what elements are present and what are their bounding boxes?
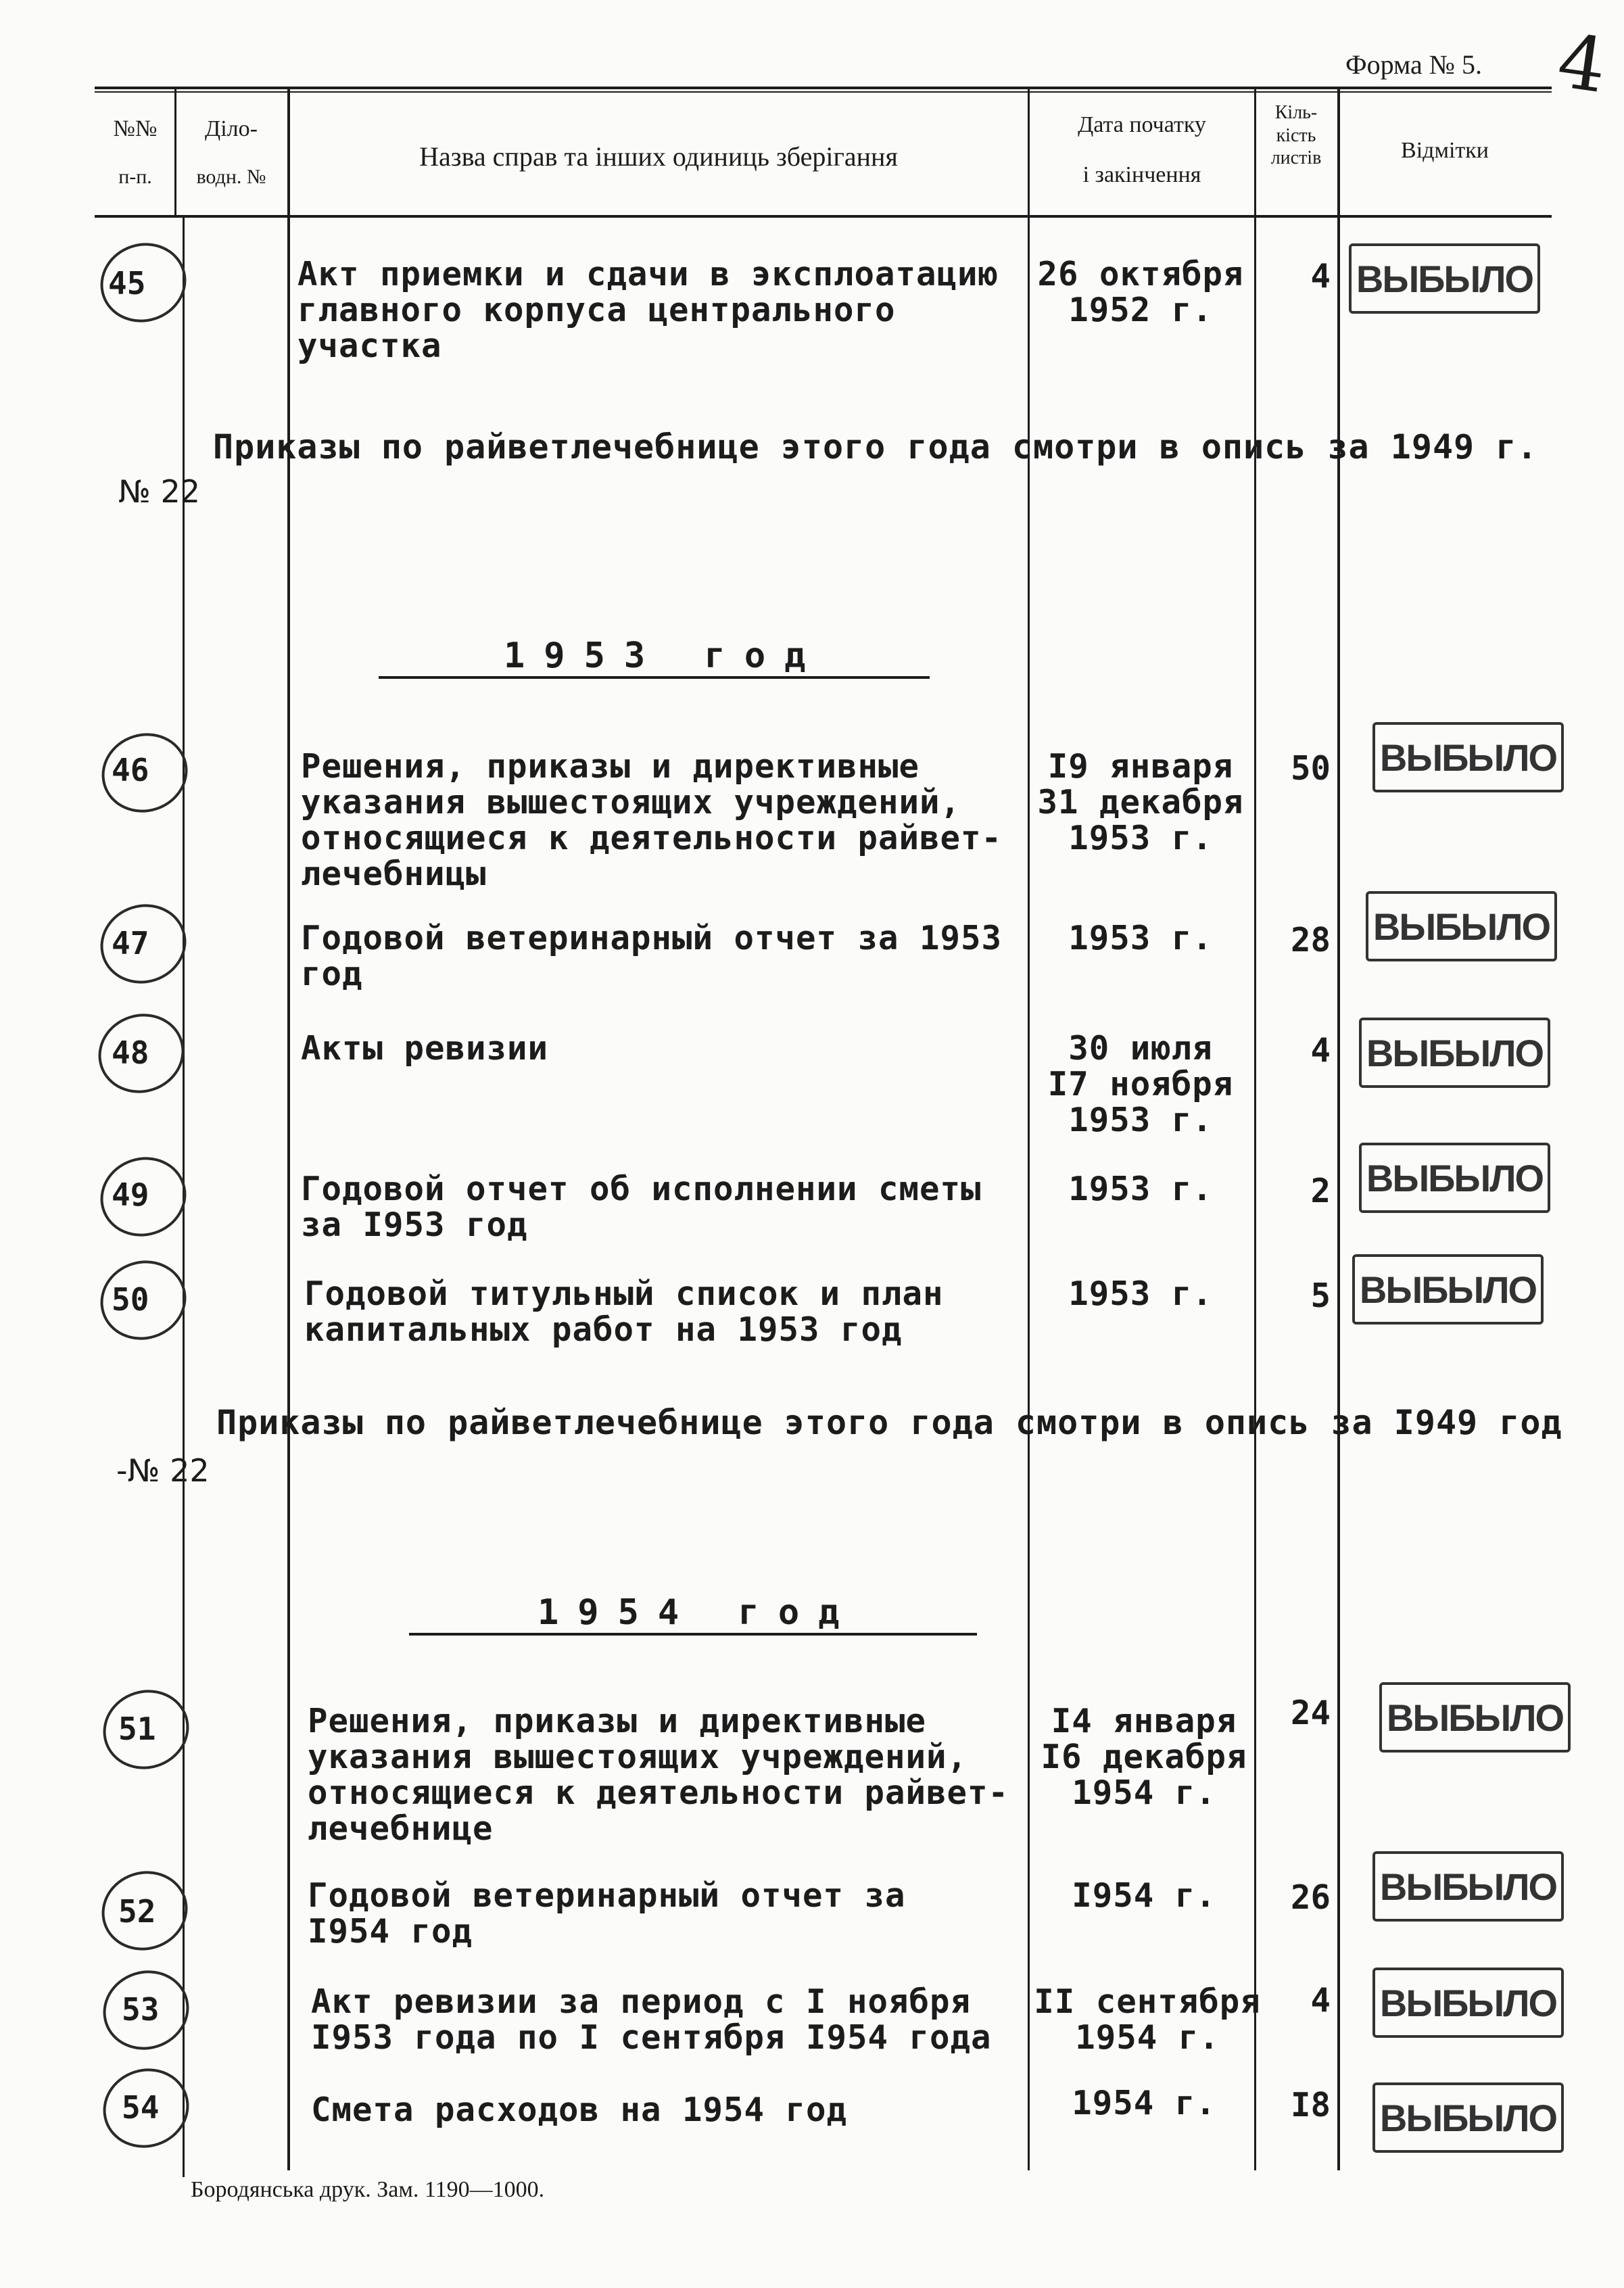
entry-title: Решения, приказы и директивные указания вышестоящих учреждений, относящиеся к деятельности райвет- лечебницы <box>301 747 1003 893</box>
entry-sheets: 28 <box>1290 921 1331 959</box>
year-underline <box>379 676 930 679</box>
header-title: Назва справ та інших одиниць зберігання <box>419 141 898 172</box>
header-office: Діло- водн. № <box>196 116 266 188</box>
year-heading-1953: 1953 год <box>504 636 825 676</box>
header-bottom-rule <box>95 215 1552 218</box>
note-orders-1952: Приказы по райветлечебнице этого года смотри в опись за 1949 г. <box>213 427 1538 467</box>
entry-dates: I4 января I6 декабря 1954 г. <box>1041 1702 1247 1812</box>
vybylo-stamp: ВЫБЫЛО <box>1372 722 1564 792</box>
margin-ref: № 22 <box>118 473 200 510</box>
entry-sheets: 26 <box>1290 1878 1331 1917</box>
header-top-rule <box>95 87 1552 89</box>
row-number: 53 <box>122 1991 160 2028</box>
year-heading-1954: 1954 год <box>538 1592 859 1633</box>
page-number: 4 <box>1552 17 1612 110</box>
entry-dates: 30 июля I7 ноября 1953 г. <box>1047 1029 1234 1139</box>
entry-title: Смета расходов на 1954 год <box>311 2091 848 2129</box>
vybylo-stamp: ВЫБЫЛО <box>1372 1968 1564 2038</box>
vybylo-stamp: ВЫБЫЛО <box>1359 1143 1550 1213</box>
entry-sheets: 24 <box>1290 1694 1331 1732</box>
entry-title: Решения, приказы и директивные указания вышестоящих учреждений, относящиеся к деятельности райвет- лечебнице <box>308 1702 1009 1848</box>
entry-sheets: 4 <box>1310 1031 1331 1070</box>
col-divider-1 <box>174 88 176 216</box>
entry-dates: 1954 г. <box>1072 2084 1216 2122</box>
row-number: 45 <box>108 265 146 302</box>
header-top-rule-2 <box>95 91 1552 93</box>
entry-sheets: I8 <box>1290 2086 1331 2124</box>
entry-title: Акт ревизии за период с I ноября I953 года по I сентября I954 года <box>311 1982 992 2057</box>
entry-title: Годовой ветеринарный отчет за I954 год <box>308 1876 906 1951</box>
vybylo-stamp: ВЫБЫЛО <box>1372 1851 1564 1922</box>
header-num: №№ п-п. <box>113 116 158 188</box>
entry-sheets: 4 <box>1310 257 1331 295</box>
vybylo-stamp: ВЫБЫЛО <box>1352 1254 1544 1325</box>
entry-title: Годовой ветеринарный отчет за 1953 год <box>301 919 1003 993</box>
row-number: 54 <box>122 2089 160 2126</box>
row-number: 51 <box>118 1711 156 1747</box>
entry-dates: 1953 г. <box>1068 919 1213 957</box>
row-number: 48 <box>112 1034 149 1071</box>
row-number: 47 <box>112 925 149 961</box>
vybylo-stamp: ВЫБЫЛО <box>1379 1682 1571 1753</box>
entry-dates: 26 октября 1952 г. <box>1037 255 1244 329</box>
col-divider-2 <box>287 88 290 2170</box>
vybylo-stamp: ВЫБЫЛО <box>1372 2082 1564 2153</box>
note-orders-1953: Приказы по райветлечебнице этого года смотри в опись за I949 год <box>216 1403 1562 1442</box>
entry-title: Годовой отчет об исполнении сметы за I953 год <box>301 1170 982 1244</box>
entry-sheets: 50 <box>1290 749 1331 788</box>
entry-dates: 1953 г. <box>1068 1274 1213 1313</box>
entry-sheets: 4 <box>1310 1981 1331 2020</box>
vybylo-stamp: ВЫБЫЛО <box>1359 1018 1550 1088</box>
entry-title: Годовой титульный список и план капитальных работ на 1953 год <box>304 1274 944 1349</box>
col-divider-5 <box>1337 88 1340 2170</box>
entry-sheets: 2 <box>1310 1172 1331 1210</box>
row-number: 46 <box>112 752 149 788</box>
header-marks: Відмітки <box>1401 138 1489 163</box>
entry-sheets: 5 <box>1310 1277 1331 1315</box>
printer-footer: Бородянська друк. Зам. 1190—1000. <box>191 2177 545 2202</box>
header-sheets: Кіль- кість листів <box>1270 102 1322 169</box>
entry-dates: 1953 г. <box>1068 1170 1213 1208</box>
entry-title: Акт приемки и сдачи в эксплоатацию главного корпуса центрального участка <box>297 255 999 365</box>
entry-dates: I954 г. <box>1072 1876 1216 1915</box>
entry-title: Акты ревизии <box>301 1029 549 1068</box>
form-label: Форма № 5. <box>1345 49 1482 80</box>
entry-dates: I9 января 31 декабря 1953 г. <box>1037 747 1244 857</box>
row-number: 50 <box>112 1281 149 1318</box>
row-number: 49 <box>112 1176 149 1213</box>
header-dates: Дата початку і закінчення <box>1078 112 1206 187</box>
entry-dates: II сентября 1954 г. <box>1034 1982 1261 2057</box>
vybylo-stamp: ВЫБЫЛО <box>1366 891 1557 961</box>
row-number: 52 <box>118 1893 156 1930</box>
vybylo-stamp: ВЫБЫЛО <box>1349 243 1540 314</box>
col-divider-4 <box>1254 88 1256 2170</box>
margin-ref: -№ 22 <box>116 1452 210 1489</box>
year-underline <box>409 1633 977 1636</box>
